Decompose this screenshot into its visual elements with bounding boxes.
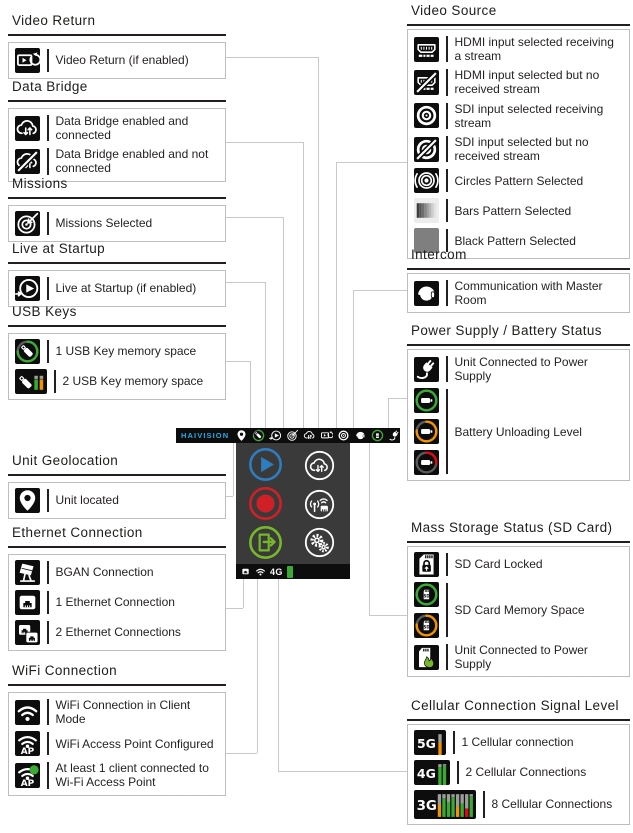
legend-item-label: 2 Cellular Connections (465, 765, 587, 780)
sd-memory-green-icon (414, 582, 439, 607)
data-bridge-connected-icon (15, 116, 40, 141)
legend-item-label: Data Bridge enabled and not connected (55, 147, 209, 176)
legend-item-label: Battery Unloading Level (454, 424, 582, 439)
callout-connector-line (265, 282, 266, 428)
legend-section (8, 525, 226, 651)
svg-text:SD: SD (423, 624, 430, 630)
legend-box (8, 205, 226, 242)
legend-item-label: SDI input selected receiving stream (454, 101, 604, 130)
legend-item-icons (414, 357, 439, 382)
intercom-setup-button (304, 489, 335, 520)
legend-item-label: Black Pattern Selected (454, 233, 576, 248)
legend-item (15, 619, 219, 646)
legend-item (15, 338, 219, 365)
item-divider (446, 199, 448, 222)
legend-item (414, 67, 623, 97)
legend-item (414, 34, 623, 64)
legend-section (407, 698, 630, 825)
section-title: Mass Storage Status (SD Card) (407, 520, 630, 543)
callout-connector-line (303, 142, 304, 428)
legend-item (15, 589, 219, 616)
legend-item-label: WiFi Access Point Configured (55, 736, 214, 751)
item-divider (446, 36, 448, 62)
legend-item (15, 275, 219, 302)
bottombar-ethernet-icon (240, 566, 251, 577)
legend-box (8, 270, 226, 307)
legend-item-icons (15, 590, 40, 615)
device-screen (236, 443, 350, 564)
legend-item-label: 2 USB Key memory space (62, 374, 204, 389)
item-divider (47, 699, 49, 725)
legend-item (15, 210, 219, 237)
legend-section (8, 176, 226, 242)
legend-item-label: SD Card Locked (454, 557, 543, 572)
legend-item-label: Circles Pattern Selected (454, 173, 584, 188)
section-title: Ethernet Connection (8, 525, 226, 548)
sd-memory-orange-icon (414, 613, 439, 638)
svg-text:SD: SD (423, 593, 430, 599)
callout-connector-line (257, 579, 258, 753)
legend-section (8, 663, 226, 796)
callout-connector-line (353, 290, 407, 291)
legend-item-label: Missions Selected (55, 216, 153, 231)
callout-connector-line (226, 496, 233, 497)
legend-item-icons (15, 763, 40, 788)
section-title: Unit Geolocation (8, 453, 226, 476)
callout-connector-line (283, 217, 284, 428)
callout-connector-line (388, 398, 407, 399)
record-button (248, 486, 283, 521)
callout-connector-line (226, 217, 283, 218)
callout-connector-line (226, 753, 257, 754)
callout-connector-line (226, 608, 243, 609)
battery-orange-icon (414, 419, 439, 444)
item-divider (446, 103, 448, 129)
wifi-ap-icon (15, 731, 40, 756)
statusbar-power-plug-icon (388, 429, 401, 442)
statusbar-data-bridge-icon (303, 429, 316, 442)
legend-item-icons (414, 582, 439, 638)
item-divider (47, 489, 49, 512)
section-title: WiFi Connection (8, 663, 226, 686)
section-title: Live at Startup (8, 241, 226, 264)
legend-item (414, 354, 623, 384)
legend-item (414, 729, 623, 756)
export-button (248, 525, 283, 560)
item-divider (446, 169, 448, 192)
legend-item-label: SD Card Memory Space (454, 602, 585, 617)
wifi-client-icon (15, 700, 40, 725)
legend-item-icons (414, 388, 439, 475)
device-bottom-bar (236, 564, 350, 579)
legend-box (407, 349, 630, 481)
legend-item-icons (15, 731, 40, 756)
item-divider (47, 212, 49, 235)
legend-box (8, 333, 226, 400)
legend-item-icons (15, 211, 40, 236)
legend-item-label: At least 1 client connected to Wi-Fi Access Point (55, 761, 209, 790)
legend-item-icons (414, 760, 450, 785)
legend-item (15, 760, 219, 790)
svg-text:SD: SD (376, 436, 380, 439)
legend-item (414, 581, 623, 639)
section-title: Video Source (407, 3, 630, 26)
circles-pattern-icon (414, 168, 439, 193)
legend-item (15, 146, 219, 176)
legend-item-icons (414, 168, 439, 193)
legend-item-label: 1 Cellular connection (461, 735, 574, 750)
sdi-icon (414, 103, 439, 128)
legend-item (414, 197, 623, 224)
item-divider (47, 340, 49, 363)
legend-section (8, 241, 226, 307)
legend-item (15, 113, 219, 143)
legend-item (15, 47, 219, 74)
missions-icon (15, 211, 40, 236)
callout-connector-line (226, 361, 250, 362)
section-title: Missions (8, 176, 226, 199)
legend-item-label: Unit Connected to Power Supply (454, 643, 588, 672)
callout-connector-line (318, 57, 319, 428)
item-divider (47, 148, 49, 174)
callout-connector-line (226, 57, 318, 58)
item-divider (47, 561, 49, 584)
play-button (248, 447, 283, 482)
section-title: Cellular Connection Signal Level (407, 698, 630, 721)
legend-box (8, 692, 226, 796)
legend-item-label: 2 Ethernet Connections (55, 625, 181, 640)
callout-connector-line (278, 771, 407, 772)
callout-connector-line (233, 443, 234, 496)
legend-item-label: Live at Startup (if enabled) (55, 281, 197, 296)
legend-item-icons (414, 70, 439, 95)
item-divider (47, 115, 49, 141)
svg-text:AP: AP (20, 779, 35, 788)
item-divider (446, 389, 448, 474)
sd-flame-icon (414, 645, 439, 670)
section-title: Data Bridge (8, 79, 226, 102)
section-title: Intercom (407, 247, 630, 270)
item-divider (47, 591, 49, 614)
bars-pattern-icon (414, 198, 439, 223)
sd-locked-icon (414, 552, 439, 577)
legend-item (15, 487, 219, 514)
item-divider (446, 136, 448, 162)
statusbar-sdi-icon (337, 429, 350, 442)
legend-item (414, 278, 623, 308)
legend-box (407, 273, 630, 313)
legend-item-label: Communication with Master Room (454, 279, 603, 308)
item-divider (457, 761, 459, 784)
legend-item (414, 134, 623, 164)
battery-level-bar (287, 566, 293, 578)
legend-item-icons (414, 552, 439, 577)
legend-item-icons (15, 700, 40, 725)
item-divider (446, 69, 448, 95)
callout-connector-line (369, 443, 370, 615)
bottombar-wifi-icon (255, 566, 266, 577)
cell-5g-icon (414, 730, 446, 755)
legend-item-icons (414, 198, 439, 223)
legend-item-label: 1 USB Key memory space (55, 344, 197, 359)
data-bridge-disconnected-icon (15, 149, 40, 174)
legend-item (414, 551, 623, 578)
legend-item-icons (15, 369, 47, 394)
legend-item (15, 697, 219, 727)
legend-item (15, 559, 219, 586)
statusbar-intercom-icon (354, 429, 367, 442)
legend-item (414, 789, 623, 820)
item-divider (47, 621, 49, 644)
section-title: Video Return (8, 13, 226, 36)
legend-item-label: Bars Pattern Selected (454, 203, 572, 218)
legend-section (8, 13, 226, 79)
legend-item-icons (414, 37, 439, 62)
callout-connector-line (336, 162, 407, 163)
legend-item-icons (15, 48, 40, 73)
cell-4g-icon (414, 760, 450, 785)
item-divider (446, 280, 448, 306)
cell-3g-icon (414, 790, 476, 819)
legend-item-icons (414, 281, 439, 306)
geolocation-icon (15, 488, 40, 513)
legend-item (414, 642, 623, 672)
legend-item-icons (15, 488, 40, 513)
legend-item-icons (15, 339, 40, 364)
legend-box (8, 482, 226, 519)
legend-item-label: WiFi Connection in Client Mode (55, 698, 191, 727)
legend-item (414, 387, 623, 476)
legend-item-label: HDMI input selected receiving a stream (454, 35, 614, 64)
legend-section (407, 3, 630, 259)
usb-key-1-icon (15, 339, 40, 364)
legend-item-label: Data Bridge enabled and connected (55, 114, 189, 143)
legend-item-icons (15, 149, 40, 174)
hdmi-icon (414, 37, 439, 62)
legend-section (8, 453, 226, 519)
legend-item-label: Video Return (if enabled) (55, 53, 189, 68)
legend-box (407, 546, 630, 677)
legend-item (15, 730, 219, 757)
statusbar-geolocation-icon (235, 429, 248, 442)
legend-item-icons (414, 103, 439, 128)
legend-box (8, 554, 226, 651)
svg-text:3G: 3G (416, 799, 437, 815)
legend-section (407, 247, 630, 313)
legend-item-icons (414, 645, 439, 670)
legend-item-label: HDMI input selected but no received stream (454, 68, 600, 97)
legend-box (407, 724, 630, 825)
section-title: USB Keys (8, 304, 226, 327)
item-divider (446, 583, 448, 637)
item-divider (47, 277, 49, 300)
callout-connector-line (226, 282, 265, 283)
legend-item-label: Unit Connected to Power Supply (454, 355, 588, 384)
ethernet-1-icon (15, 590, 40, 615)
live-at-startup-icon (15, 276, 40, 301)
item-divider (446, 356, 448, 382)
device-status-bar (176, 428, 400, 443)
section-title: Power Supply / Battery Status (407, 323, 630, 346)
item-divider (446, 553, 448, 576)
hdmi-nostream-icon (414, 70, 439, 95)
usb-key-2-icon (15, 369, 47, 394)
statusbar-video-return-icon (320, 429, 333, 442)
legend-box (407, 29, 630, 259)
legend-item (414, 759, 623, 786)
legend-item-label: SDI input selected but no received stream (454, 134, 589, 164)
bgan-icon (15, 560, 40, 585)
legend-item-label: BGAN Connection (55, 565, 154, 580)
battery-green-icon (414, 388, 439, 413)
item-divider (483, 791, 485, 818)
svg-text:5G: 5G (416, 736, 436, 752)
callout-connector-line (278, 579, 279, 771)
item-divider (47, 49, 49, 72)
callout-connector-line (353, 290, 354, 428)
legend-item (414, 167, 623, 194)
callout-connector-line (369, 615, 407, 616)
legend-item-icons (15, 116, 40, 141)
svg-text:4G: 4G (416, 766, 436, 782)
statusbar-usb-key-icon (252, 429, 265, 442)
item-divider (453, 731, 455, 754)
legend-item-label: 1 Ethernet Connection (55, 595, 175, 610)
legend-item-icons (414, 730, 446, 755)
item-divider (446, 644, 448, 670)
callout-connector-line (250, 361, 251, 428)
legend-item-label: Unit located (55, 493, 119, 508)
video-return-icon (15, 48, 40, 73)
legend-item (414, 101, 623, 131)
settings-button (304, 527, 335, 558)
legend-item-icons (15, 620, 40, 645)
callout-connector-line (388, 398, 389, 428)
battery-red-icon (414, 450, 439, 475)
legend-item-icons (15, 560, 40, 585)
network-type-label: 4G (270, 566, 283, 577)
ethernet-2-icon (15, 620, 40, 645)
legend-box (8, 108, 226, 182)
legend-item (15, 368, 219, 395)
haivision-logo: HAIVISION (181, 431, 230, 440)
legend-section (8, 304, 226, 400)
legend-item-icons (414, 790, 476, 819)
wifi-ap-client-icon (15, 763, 40, 788)
item-divider (47, 732, 49, 755)
legend-item-label: 8 Cellular Connections (491, 797, 613, 812)
svg-text:AP: AP (20, 747, 35, 757)
legend-section (407, 520, 630, 677)
statusbar-live-at-startup-icon (269, 429, 282, 442)
intercom-icon (414, 281, 439, 306)
legend-item-icons (414, 137, 439, 162)
sdi-nostream-icon (414, 137, 439, 162)
statusbar-missions-icon (286, 429, 299, 442)
callout-connector-line (243, 579, 244, 608)
callout-connector-line (226, 142, 303, 143)
data-bridge-button (304, 450, 335, 481)
legend-box (8, 42, 226, 79)
legend-item-icons (15, 276, 40, 301)
item-divider (47, 762, 49, 788)
legend-section (407, 323, 630, 481)
power-plug-icon (414, 357, 439, 382)
legend-section (8, 79, 226, 182)
statusbar-sd-card-icon (371, 429, 384, 442)
item-divider (54, 370, 56, 393)
callout-connector-line (336, 162, 337, 428)
